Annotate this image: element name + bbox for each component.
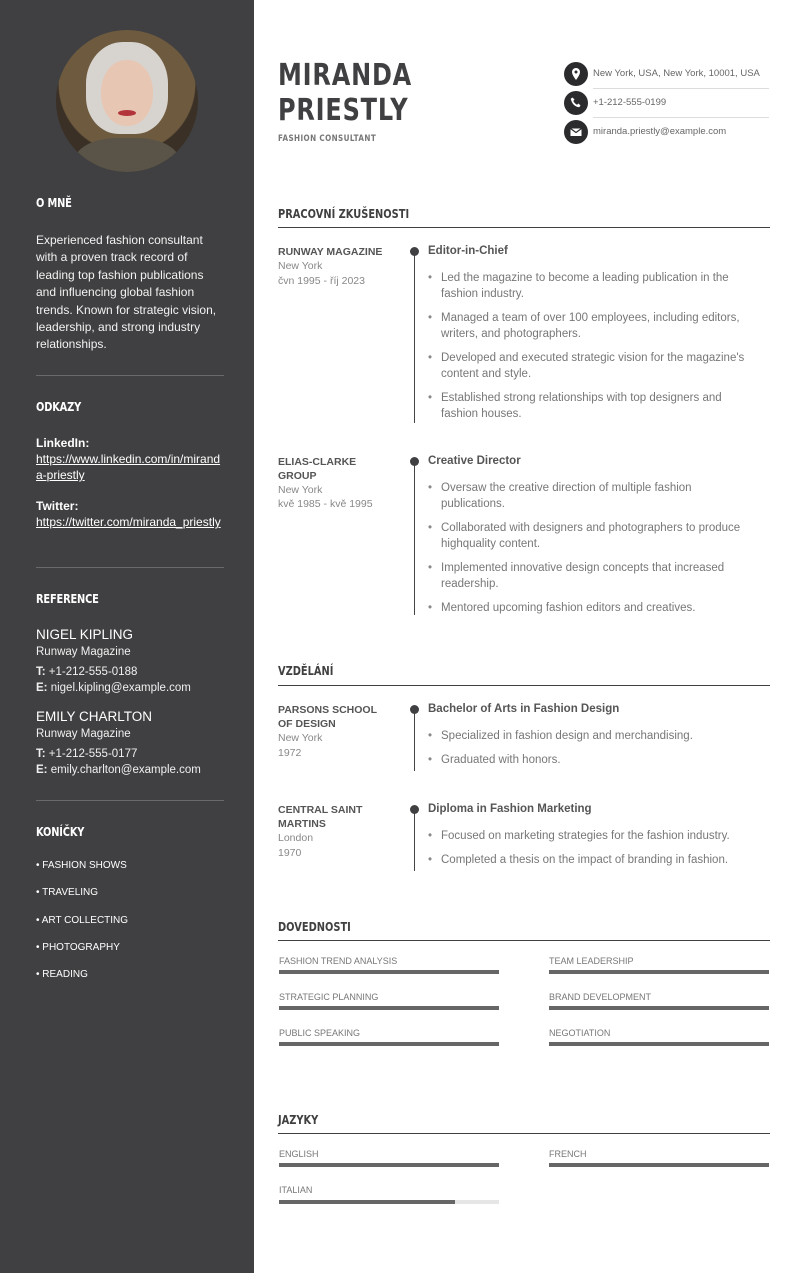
hobby-item: • FASHION SHOWS: [36, 860, 127, 871]
school-location: New York: [278, 732, 323, 744]
timeline-dot: [410, 247, 419, 256]
language-name: FRENCH: [549, 1149, 587, 1159]
job-role: Editor-in-Chief: [428, 245, 508, 257]
hobby-item: • TRAVELING: [36, 887, 99, 898]
phone-icon: [564, 91, 588, 115]
school-location: London: [278, 832, 314, 844]
skill-name: PUBLIC SPEAKING: [279, 1028, 361, 1038]
language-bar: [279, 1200, 499, 1204]
language-bar: [549, 1163, 769, 1167]
employment-dates: čvn 1995 - říj 2023: [278, 275, 365, 287]
contact-address: New York, USA, New York, 10001, USA: [593, 68, 760, 79]
job-title: FASHION CONSULTANT: [278, 134, 377, 144]
linkedin-label: LinkedIn:: [36, 436, 90, 450]
links-heading: ODKAZY: [36, 400, 82, 414]
sidebar-divider: [36, 375, 224, 376]
job-bullet: • Established strong relationships with top designers and fashion houses.: [428, 390, 758, 422]
timeline-dot: [410, 805, 419, 814]
language-name: ITALIAN: [279, 1185, 313, 1195]
job-bullet: • Implemented innovative design concepts that increased readership.: [428, 560, 758, 592]
contact-divider: [593, 117, 769, 118]
hobby-item: • ART COLLECTING: [36, 915, 129, 926]
school-year: 1972: [278, 747, 302, 759]
employer-name: RUNWAY MAGAZINE: [278, 246, 383, 258]
employer-name: ELIAS-CLARKE GROUP: [278, 456, 357, 482]
skills-heading: DOVEDNOSTI: [278, 920, 351, 934]
employer-location: New York: [278, 484, 323, 496]
job-bullet: • Managed a team of over 100 employees, including editors, writers, and photographers.: [428, 310, 758, 342]
job-bullet: • Developed and executed strategic vision for the magazine's content and style.: [428, 350, 758, 382]
reference-company: Runway Magazine: [36, 646, 131, 658]
name-last: PRIESTLY: [278, 93, 409, 128]
section-rule: [278, 940, 770, 941]
education-bullet: • Completed a thesis on the impact of branding in fashion.: [428, 852, 758, 868]
sidebar-divider: [36, 567, 224, 568]
skill-name: FASHION TREND ANALYSIS: [279, 956, 398, 966]
contact-phone[interactable]: +1-212-555-0199: [593, 97, 667, 108]
education-bullet: • Focused on marketing strategies for the fashion industry.: [428, 828, 758, 844]
school-name: PARSONS SCHOOL OF DESIGN: [278, 704, 377, 730]
reference-phone: T: +1-212-555-0177: [36, 748, 138, 760]
skill-name: TEAM LEADERSHIP: [549, 956, 634, 966]
skill-name: STRATEGIC PLANNING: [279, 992, 379, 1002]
references-heading: REFERENCE: [36, 592, 99, 606]
envelope-icon: [564, 120, 588, 144]
reference-company: Runway Magazine: [36, 728, 131, 740]
sidebar: [0, 0, 254, 1273]
job-bullet: • Collaborated with designers and photographers to produce highquality content.: [428, 520, 758, 552]
location-pin-icon: [564, 62, 588, 86]
reference-email: E: nigel.kipling@example.com: [36, 682, 191, 694]
skill-bar: [279, 1042, 499, 1046]
hobby-item: • PHOTOGRAPHY: [36, 942, 120, 953]
reference-email: E: emily.charlton@example.com: [36, 764, 201, 776]
education-heading: VZDĚLÁNÍ: [278, 664, 334, 678]
skill-name: NEGOTIATION: [549, 1028, 611, 1038]
timeline-line: [414, 461, 415, 615]
reference-name: EMILY CHARLTON: [36, 709, 153, 724]
timeline-line: [414, 809, 415, 871]
job-bullet: • Oversaw the creative direction of multiple fashion publications.: [428, 480, 758, 512]
skill-bar: [279, 1006, 499, 1010]
timeline-dot: [410, 457, 419, 466]
sidebar-divider: [36, 800, 224, 801]
name-first: MIRANDA: [278, 58, 413, 93]
linkedin-link[interactable]: https://www.linkedin.com/in/miranda-priestly: [36, 452, 221, 482]
reference-phone: T: +1-212-555-0188: [36, 666, 138, 678]
skill-name: BRAND DEVELOPMENT: [549, 992, 652, 1002]
timeline-line: [414, 709, 415, 771]
job-role: Creative Director: [428, 455, 521, 467]
languages-heading: JAZYKY: [278, 1113, 319, 1127]
contact-divider: [593, 88, 769, 89]
skill-bar: [549, 970, 769, 974]
job-bullet: • Led the magazine to become a leading publication in the fashion industry.: [428, 270, 758, 302]
timeline-line: [414, 251, 415, 423]
contact-email[interactable]: miranda.priestly@example.com: [593, 126, 727, 137]
reference-name: NIGEL KIPLING: [36, 627, 134, 642]
school-year: 1970: [278, 847, 302, 859]
employer-location: New York: [278, 260, 323, 272]
job-bullet: • Mentored upcoming fashion editors and creatives.: [428, 600, 758, 616]
twitter-label: Twitter:: [36, 499, 79, 513]
skill-bar: [279, 970, 499, 974]
experience-heading: PRACOVNÍ ZKUŠENOSTI: [278, 207, 410, 221]
school-name: CENTRAL SAINT MARTINS: [278, 804, 363, 830]
twitter-link[interactable]: https://twitter.com/miranda_priestly: [36, 515, 221, 529]
degree-name: Diploma in Fashion Marketing: [428, 803, 592, 815]
hobbies-heading: KONÍČKY: [36, 825, 85, 839]
section-rule: [278, 227, 770, 228]
section-rule: [278, 1133, 770, 1134]
language-name: ENGLISH: [279, 1149, 319, 1159]
skill-bar: [549, 1042, 769, 1046]
skill-bar: [549, 1006, 769, 1010]
degree-name: Bachelor of Arts in Fashion Design: [428, 703, 620, 715]
section-rule: [278, 685, 770, 686]
education-bullet: • Specialized in fashion design and merchandising.: [428, 728, 758, 744]
profile-photo: [56, 30, 198, 172]
language-bar: [279, 1163, 499, 1167]
about-text: Experienced fashion consultant with a proven track record of leading top fashion publications and influencing global fashion trends. Known for strategic vision, leadership, and strong industry relationships.: [36, 233, 217, 352]
employment-dates: kvě 1985 - kvě 1995: [278, 498, 373, 510]
education-bullet: • Graduated with honors.: [428, 752, 758, 768]
about-heading: O MNĚ: [36, 196, 72, 210]
timeline-dot: [410, 705, 419, 714]
hobby-item: • READING: [36, 969, 88, 980]
